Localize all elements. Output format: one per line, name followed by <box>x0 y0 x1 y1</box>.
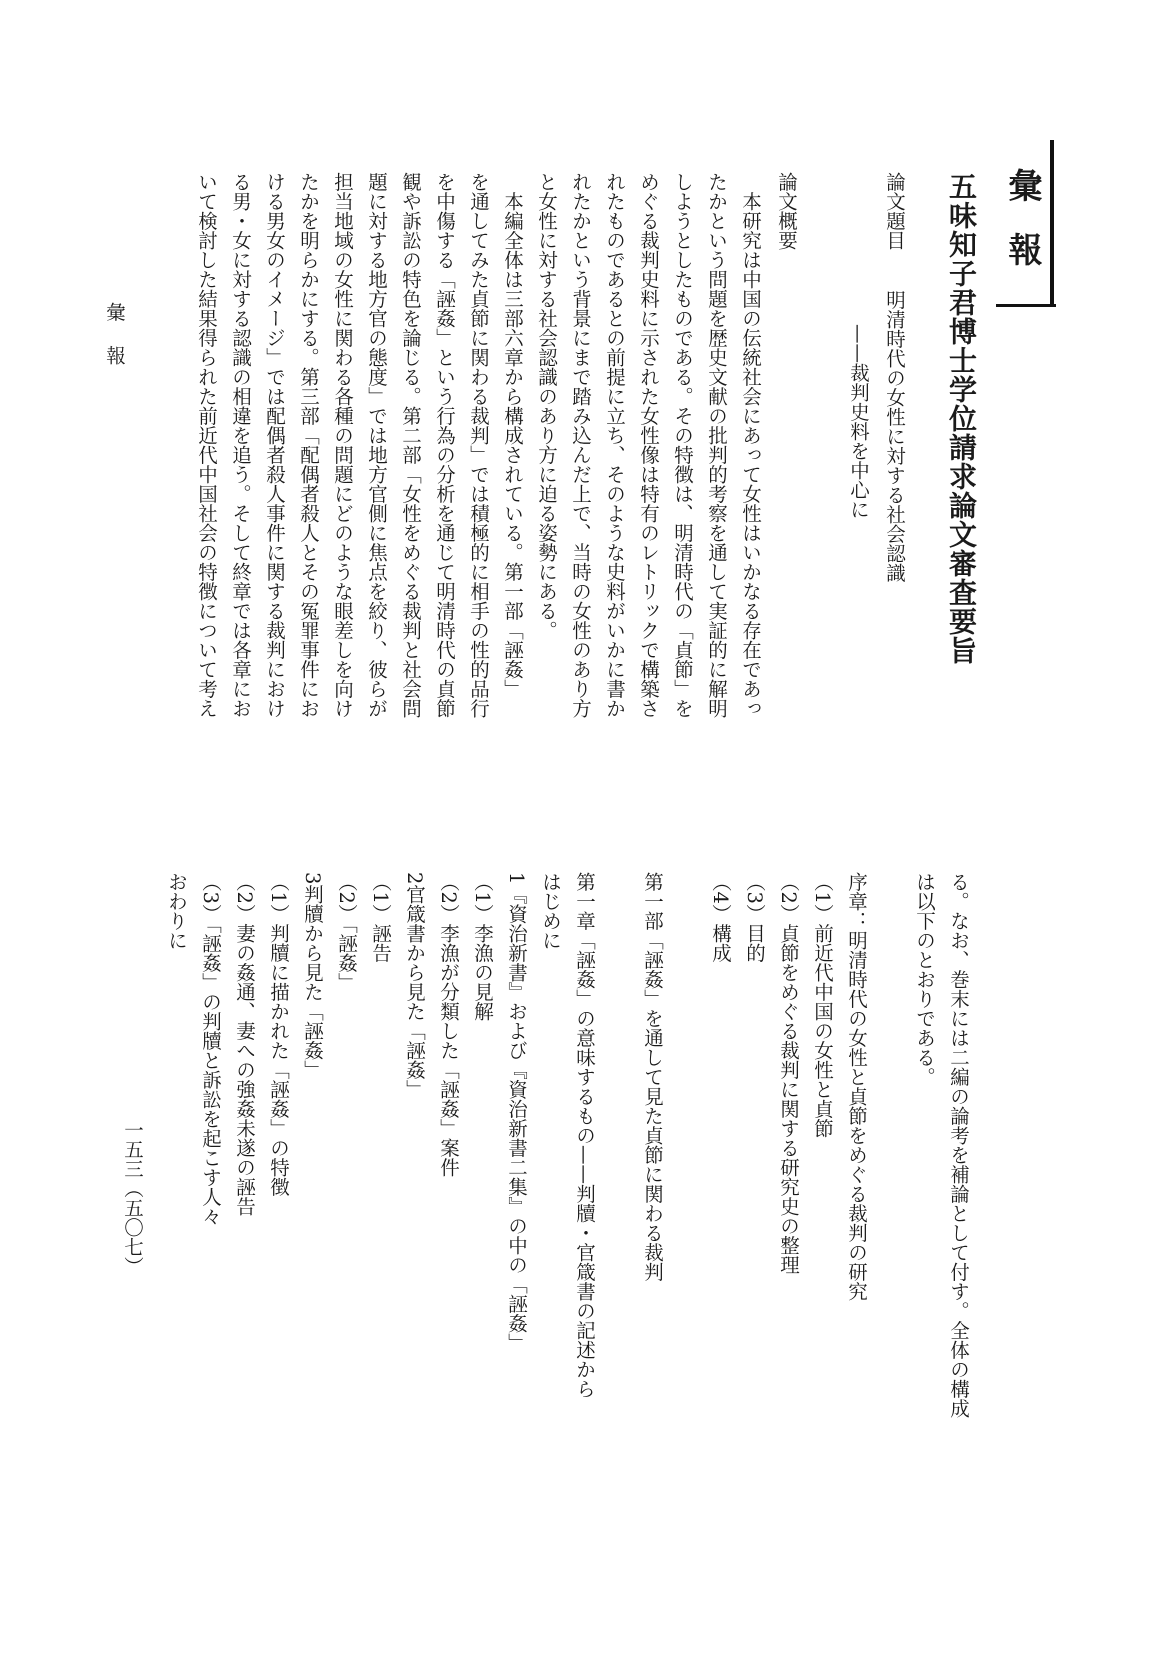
toc-line: （4）構成 <box>709 872 732 963</box>
body-line: たかという問題を歴史文献の批判的考察を通して実証的に解明 <box>705 172 728 718</box>
body-line: れたかという背景にまで踏み込んだ上で、当時の女性のあり方 <box>569 172 592 718</box>
running-head: 彙報 <box>103 302 126 389</box>
toc-line: （2）「誣姦」 <box>335 872 358 992</box>
toc-line: 3判牘から見た「誣姦」 <box>301 872 324 1080</box>
toc-line: （3）目的 <box>743 872 766 963</box>
body-line: いて検討した結果得られた前近代中国社会の特徴について考え <box>195 172 218 718</box>
summary-heading: 論文概要 <box>775 172 798 250</box>
thesis-title-subtitle: ——裁判史料を中心に <box>847 324 870 519</box>
body-line: 観や訴訟の特色を論じる。第二部「女性をめぐる裁判と社会問 <box>399 172 422 718</box>
body-line: しようとしたものである。その特徴は、明清時代の「貞節」を <box>671 172 694 718</box>
toc-line: （1）前近代中国の女性と貞節 <box>811 872 834 1138</box>
header-rule <box>1050 140 1054 304</box>
body-line: を通してみた貞節に関わる裁判」では積極的に相手の性的品行 <box>467 172 490 718</box>
toc-line: （2）妻の姦通、妻への強姦未遂の誣告 <box>233 872 256 1216</box>
thesis-title-main: 明清時代の女性に対する社会認識 <box>883 290 906 583</box>
body-line: る男・女に対する認識の相違を追う。そして終章では各章にお <box>229 172 252 718</box>
toc-line: （2）李漁が分類した「誣姦」案件 <box>437 872 460 1177</box>
body-line: 本編全体は三部六章から構成されている。第一部「誣姦」 <box>501 172 524 699</box>
thesis-title-label: 論文題目 <box>883 172 906 250</box>
toc-line: 2官箴書から見た「誣姦」 <box>403 872 426 1099</box>
header-underline <box>996 304 1056 307</box>
body-line: れたものであるとの前提に立ち、そのような史料がいかに書か <box>603 172 626 718</box>
toc-line: （2）貞節をめぐる裁判に関する研究史の整理 <box>777 872 800 1275</box>
body-line: 担当地域の女性に関わる各種の問題にどのような眼差しを向け <box>331 172 354 718</box>
toc-line: おわりに <box>165 872 188 950</box>
toc-line: は以下のとおりである。 <box>913 872 936 1087</box>
page-number: 一五三（五〇七） <box>121 1120 144 1276</box>
body-line: たかを明らかにする。第三部「配偶者殺人とその冤罪事件にお <box>297 172 320 718</box>
toc-line: 第一部「誣姦」を通して見た貞節に関わる裁判 <box>641 872 664 1282</box>
toc-line: （1）李漁の見解 <box>471 872 494 1021</box>
body-line: めぐる裁判史料に示された女性像は特有のレトリックで構築さ <box>637 172 660 718</box>
toc-line: （1）判牘に描かれた「誣姦」の特徴 <box>267 872 290 1197</box>
body-line: を中傷する「誣姦」という行為の分析を通じて明清時代の貞節 <box>433 172 456 718</box>
toc-line: 第一章「誣姦」の意味するもの——判牘・官箴書の記述から <box>573 872 596 1399</box>
toc-line: 序章：明清時代の女性と貞節をめぐる裁判の研究 <box>845 872 868 1301</box>
body-line: ける男女のイメージ」では配偶者殺人事件に関する裁判におけ <box>263 172 286 718</box>
toc-line: （3）「誣姦」の判牘と訴訟を起こす人々 <box>199 872 222 1226</box>
body-line: 題に対する地方官の態度」では地方官側に焦点を絞り、彼らが <box>365 172 388 718</box>
toc-line: る。なお、巻末には二編の論考を補論として付す。全体の構成 <box>947 872 970 1418</box>
toc-line: （1）誣告 <box>369 872 392 963</box>
body-line: と女性に対する社会認識のあり方に迫る姿勢にある。 <box>535 172 558 640</box>
toc-line: 1『資治新書』および『資治新書二集』の中の「誣姦」 <box>505 872 528 1353</box>
toc-line: はじめに <box>539 872 562 950</box>
page-title: 五味知子君博士学位請求論文審査要旨 <box>945 172 978 665</box>
section-header-label: 彙報 <box>1002 168 1042 296</box>
body-line: 本研究は中国の伝統社会にあって女性はいかなる存在であっ <box>739 172 762 718</box>
